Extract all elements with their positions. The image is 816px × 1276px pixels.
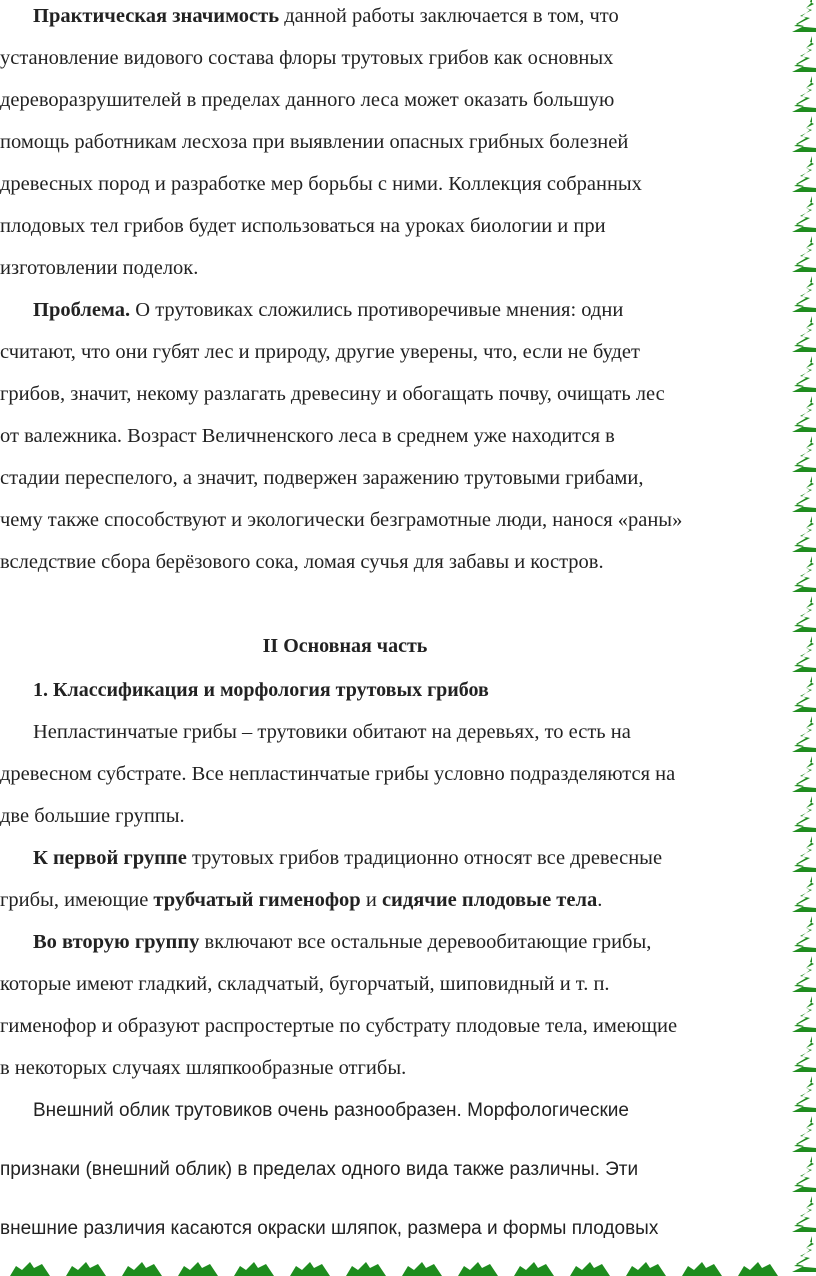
section-title: II Основная часть: [262, 635, 428, 657]
fir-tree-icon: [790, 1076, 816, 1112]
fir-tree-icon: [122, 1262, 162, 1276]
text-line: признаки (внешний облик) в пределах одного вида также различны. Эти: [0, 1159, 639, 1180]
fir-tree-icon: [790, 996, 816, 1032]
text-line: изготовлении поделок.: [0, 257, 199, 279]
fir-tree-icon: [790, 1196, 816, 1232]
fir-tree-icon: [790, 36, 816, 72]
text-line: Непластинчатые грибы – трутовики обитают на деревьях, то есть на: [33, 721, 631, 743]
fir-tree-icon: [626, 1262, 666, 1276]
fir-tree-icon: [790, 676, 816, 712]
paragraph-first-group: К первой группе трутовых грибов традиционно относят все древесные: [33, 847, 663, 869]
fir-tree-icon: [790, 796, 816, 832]
fir-tree-icon: [790, 0, 816, 32]
fir-tree-icon: [346, 1262, 386, 1276]
text-line: установление видового состава флоры трутовых грибов как основных: [0, 47, 614, 69]
fir-tree-icon: [790, 1156, 816, 1192]
fir-tree-icon: [790, 916, 816, 952]
fir-tree-icon: [790, 516, 816, 552]
text-line: чему также способствуют и экологически безграмотные люди, нанося «раны»: [0, 509, 683, 531]
fir-tree-icon: [790, 396, 816, 432]
fir-tree-icon: [790, 276, 816, 312]
fir-tree-icon: [790, 1036, 816, 1072]
fir-tree-icon: [790, 356, 816, 392]
fir-tree-icon: [790, 316, 816, 352]
text-line: Внешний облик трутовиков очень разнообразен. Морфологические: [33, 1100, 629, 1121]
fir-tree-icon: [290, 1262, 330, 1276]
fir-tree-border-right: [790, 0, 816, 1276]
text-line: древесных пород и разработке мер борьбы с ними. Коллекция собранных: [0, 173, 642, 195]
fir-tree-icon: [790, 956, 816, 992]
paragraph-second-group: Во вторую группу включают все остальные деревообитающие грибы,: [33, 931, 652, 953]
text-line: гименофор и образуют распростертые по субстрату плодовые тела, имеющие: [0, 1015, 678, 1037]
fir-tree-icon: [790, 1116, 816, 1152]
text-line: которые имеют гладкий, складчатый, бугорчатый, шиповидный и т. п.: [0, 973, 610, 995]
fir-tree-icon: [790, 436, 816, 472]
text-line: плодовых тел грибов будет использоваться на уроках биологии и при: [0, 215, 606, 237]
fir-tree-icon: [234, 1262, 274, 1276]
text-line: древесном субстрате. Все непластинчатые грибы условно подразделяются на: [0, 763, 676, 785]
text-line: помощь работникам лесхоза при выявлении опасных грибных болезней: [0, 131, 629, 153]
fir-tree-icon: [10, 1262, 50, 1276]
text-line: грибы, имеющие трубчатый гименофор и сидячие плодовые тела.: [0, 889, 603, 911]
fir-tree-icon: [790, 636, 816, 672]
text-line: считают, что они губят лес и природу, другие уверены, что, если не будет: [0, 341, 640, 363]
fir-tree-icon: [790, 1236, 816, 1272]
fir-tree-icon: [458, 1262, 498, 1276]
fir-tree-icon: [790, 76, 816, 112]
text-line: внешние различия касаются окраски шляпок, размера и формы плодовых: [0, 1218, 659, 1239]
fir-tree-icon: [790, 556, 816, 592]
text-line: в некоторых случаях шляпкообразные отгибы.: [0, 1057, 407, 1079]
fir-tree-icon: [790, 236, 816, 272]
fir-tree-icon: [790, 196, 816, 232]
fir-tree-icon: [514, 1262, 554, 1276]
fir-tree-icon: [738, 1262, 778, 1276]
text-line: от валежника. Возраст Величненского леса в среднем уже находится в: [0, 425, 615, 447]
fir-tree-icon: [570, 1262, 610, 1276]
fir-tree-icon: [790, 876, 816, 912]
fir-tree-icon: [790, 156, 816, 192]
fir-tree-icon: [790, 716, 816, 752]
fir-tree-icon: [66, 1262, 106, 1276]
fir-tree-icon: [790, 596, 816, 632]
fir-tree-border-bottom: [0, 1262, 790, 1276]
fir-tree-icon: [790, 836, 816, 872]
subsection-title: 1. Классификация и морфология трутовых грибов: [33, 679, 489, 701]
text-line: вследствие сбора берёзового сока, ломая сучья для забавы и костров.: [0, 551, 604, 573]
fir-tree-icon: [682, 1262, 722, 1276]
fir-tree-icon: [790, 476, 816, 512]
fir-tree-icon: [402, 1262, 442, 1276]
fir-tree-icon: [790, 116, 816, 152]
text-line: две большие группы.: [0, 805, 185, 827]
text-line: стадии переспелого, а значит, подвержен заражению трутовыми грибами,: [0, 467, 644, 489]
paragraph-problem: Проблема. О трутовиках сложились противоречивые мнения: одни: [33, 299, 624, 321]
paragraph-practical-significance: Практическая значимость данной работы заключается в том, что: [33, 5, 619, 27]
fir-tree-icon: [790, 756, 816, 792]
text-line: дереворазрушителей в пределах данного леса может оказать большую: [0, 89, 615, 111]
text-line: грибов, значит, некому разлагать древесину и обогащать почву, очищать лес: [0, 383, 665, 405]
fir-tree-icon: [178, 1262, 218, 1276]
